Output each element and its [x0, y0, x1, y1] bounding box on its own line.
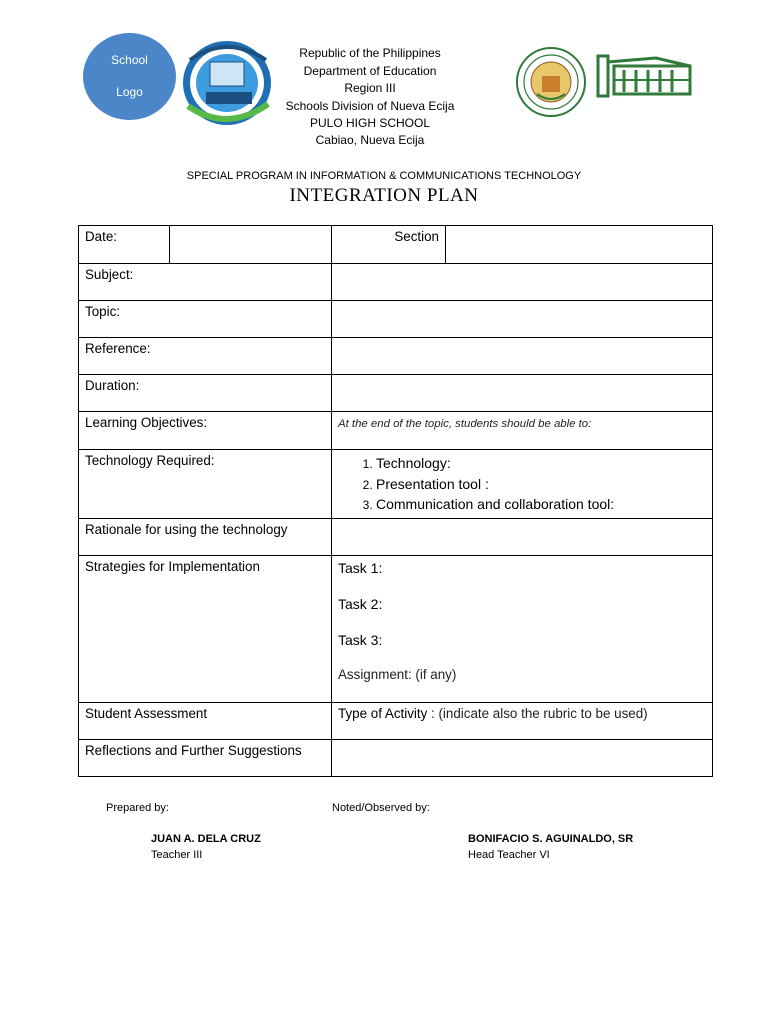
row-rationale	[79, 518, 713, 555]
row-reference	[79, 338, 713, 375]
row-date-section	[79, 226, 713, 264]
technology-label: Technology Required:	[79, 450, 332, 519]
header-division: Schools Division of Nueva Ecija	[285, 99, 455, 113]
subject-label: Subject:	[79, 264, 332, 301]
topic-label: Topic:	[79, 301, 332, 338]
technology-field[interactable]	[332, 450, 713, 519]
technology-item: 1. Technology:	[376, 453, 706, 474]
row-reflections	[79, 739, 713, 776]
assessment-field[interactable]	[332, 702, 713, 739]
program-heading: SPECIAL PROGRAM IN INFORMATION & COMMUNICATIONS TECHNOLOGY	[186, 170, 582, 182]
section-field[interactable]	[446, 226, 713, 264]
header-republic: Republic of the Philippines	[299, 46, 441, 60]
date-field[interactable]	[170, 226, 332, 264]
strategies-field[interactable]	[332, 555, 713, 702]
spict-seal-icon	[180, 38, 275, 128]
objectives-field[interactable]	[332, 412, 713, 450]
school-logo-placeholder	[83, 33, 176, 120]
assessment-label: Student Assessment	[79, 702, 332, 739]
task-1: Task 1:	[338, 559, 383, 576]
technology-list	[338, 453, 706, 515]
objectives-prompt: At the end of the topic, students should be able to:	[338, 418, 592, 430]
logo-text-line1: School	[111, 53, 148, 67]
prepared-by-label: Prepared by:	[106, 802, 169, 814]
teacher-title: Teacher III	[151, 849, 203, 861]
duration-label: Duration:	[79, 375, 332, 412]
row-topic	[79, 301, 713, 338]
activity-note: : (indicate also the rubric to be used)	[427, 705, 648, 721]
reflections-label: Reflections and Further Suggestions	[79, 739, 332, 776]
school-building-icon	[596, 52, 694, 98]
task-3: Task 3:	[338, 631, 383, 648]
assignment-note: Assignment: (if any)	[338, 666, 457, 682]
row-objectives	[79, 412, 713, 450]
reference-label: Reference:	[79, 338, 332, 375]
deped-seal-icon	[515, 46, 587, 118]
rationale-label: Rationale for using the technology	[79, 518, 332, 555]
row-subject	[79, 264, 713, 301]
row-strategies	[79, 555, 713, 702]
header-region: Region III	[344, 81, 396, 95]
page-title: INTEGRATION PLAN	[289, 185, 479, 206]
head-teacher-name: BONIFACIO S. AGUINALDO, SR	[468, 833, 634, 845]
teacher-name: JUAN A. DELA CRUZ	[151, 833, 261, 845]
section-label: Section	[332, 226, 446, 264]
presentation-tool-item: 2. Presentation tool :	[376, 474, 706, 495]
row-technology	[79, 450, 713, 519]
header-location: Cabiao, Nueva Ecija	[315, 133, 425, 147]
head-teacher-title: Head Teacher VI	[468, 849, 550, 861]
subject-field[interactable]	[332, 264, 713, 301]
logo-text-line2: Logo	[116, 85, 143, 99]
reference-field[interactable]	[332, 338, 713, 375]
collaboration-tool-item: 3. Communication and collaboration tool:	[376, 494, 706, 515]
task-2: Task 2:	[338, 595, 383, 612]
row-assessment	[79, 702, 713, 739]
header-department: Department of Education	[303, 64, 437, 78]
strategies-label: Strategies for Implementation	[79, 555, 332, 702]
objectives-label: Learning Objectives:	[79, 412, 332, 450]
reflections-field[interactable]	[332, 739, 713, 776]
duration-field[interactable]	[332, 375, 713, 412]
row-duration	[79, 375, 713, 412]
integration-plan-table	[78, 225, 713, 777]
topic-field[interactable]	[332, 301, 713, 338]
header-school: PULO HIGH SCHOOL	[309, 116, 431, 130]
rationale-field[interactable]	[332, 518, 713, 555]
date-label: Date:	[79, 226, 170, 264]
activity-type-label: Type of Activity	[338, 705, 428, 721]
noted-by-label: Noted/Observed by:	[332, 802, 430, 814]
